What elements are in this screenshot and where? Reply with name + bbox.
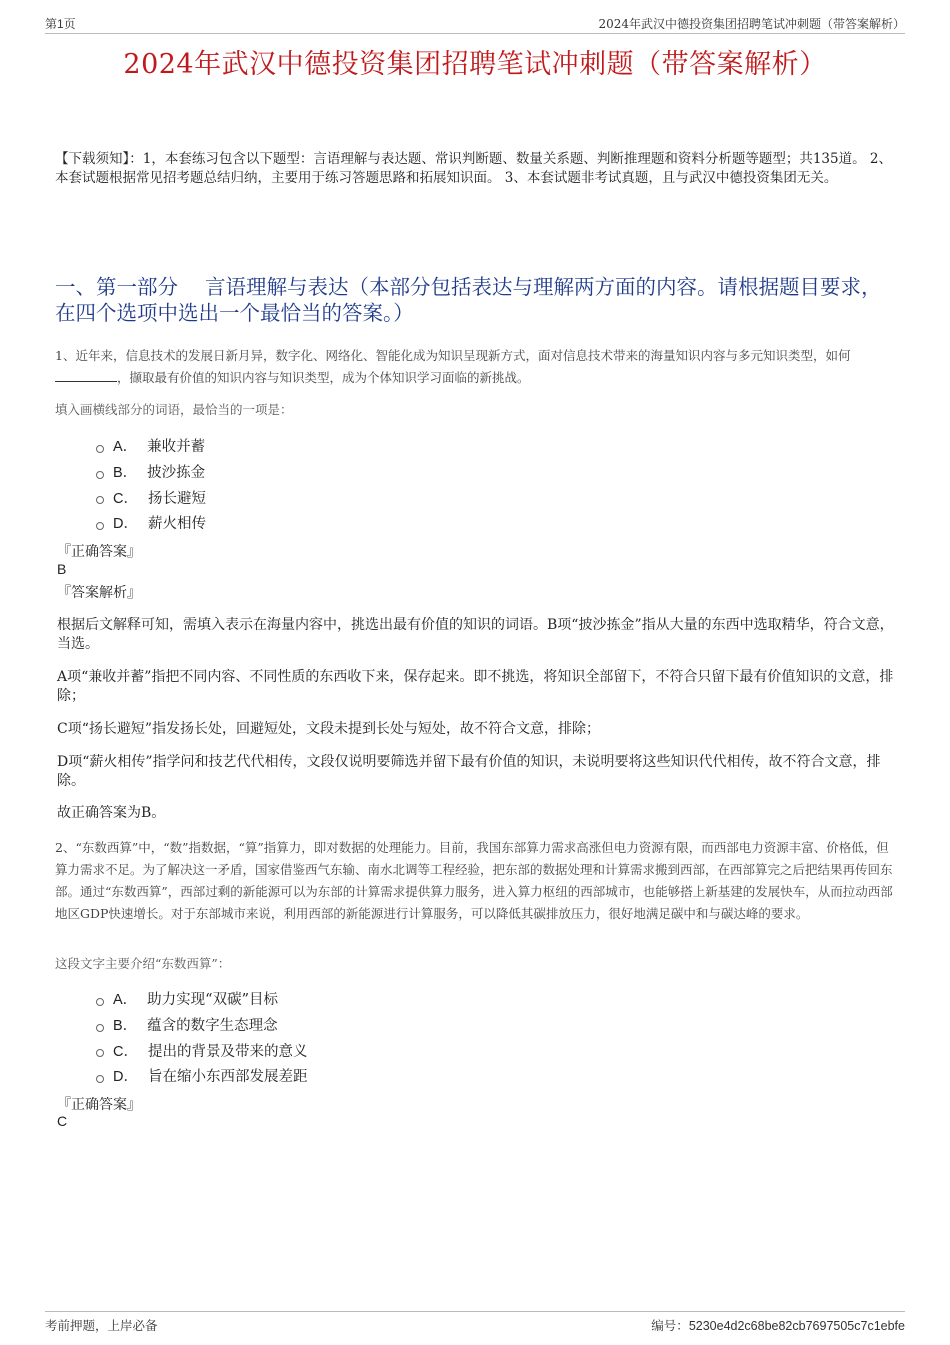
radio-icon[interactable] [96, 496, 104, 504]
analysis-label: 『答案解析』 [57, 585, 141, 601]
answer-label: 『正确答案』 [57, 544, 141, 560]
analysis-paragraph: D项“薪火相传”指学问和技艺代代相传，文段仅说明要筛选并留下最有价值的知识，未说明要将这些知识代代相传，故不符合文意，排除。 [57, 754, 881, 789]
option-text: 扬长避短 [147, 490, 206, 507]
radio-icon[interactable] [96, 998, 104, 1006]
analysis-paragraph: C项“扬长避短”指发扬长处，回避短处，文段未提到长处与短处，故不符合文意，排除； [57, 721, 601, 737]
fill-blank [55, 369, 117, 382]
option-text: 助力实现“双碳”目标 [147, 992, 278, 1009]
option-text: 蕴含的数字生态理念 [147, 1018, 278, 1035]
option-letter: D． [113, 1069, 138, 1086]
option-letter: B． [113, 465, 138, 482]
option-a[interactable] [96, 433, 206, 459]
option-text: 薪火相传 [147, 516, 206, 533]
option-text: 披沙拣金 [147, 465, 206, 482]
radio-icon[interactable] [96, 445, 104, 453]
question-2-prompt: 这段文字主要介绍“东数西算”： [55, 956, 231, 971]
footer-slogan: 考前押题，上岸必备 [45, 1318, 158, 1333]
option-letter: A． [113, 439, 138, 456]
question-1-text-before: 1、近年来，信息技术的发展日新月异，数字化、网络化、智能化成为知识呈现新方式，面对信息技术带来的海量知识内容与多元知识类型，如何 [55, 348, 851, 363]
answer-label: 『正确答案』 [57, 1097, 141, 1113]
download-notice: 【下载须知】：1，本套练习包含以下题型：言语理解与表达题、常识判断题、数量关系题、判断推理题和资料分析题等题型；共135道。 2、本套试题根据常见招考题总结归纳，主要用于练习答题思路和拓展知识面。 3、本套试题非考试真题，且与武汉中德投资集团无关。 [55, 151, 892, 186]
page-number: 第1页 [45, 17, 76, 31]
analysis-conclusion: 故正确答案为B。 [57, 805, 166, 821]
option-d[interactable] [96, 1063, 307, 1089]
option-letter: B． [113, 1018, 138, 1035]
page-header [45, 14, 905, 34]
analysis-paragraph: 根据后文解释可知，需填入表示在海量内容中，挑选出最有价值的知识的词语。B项“披沙拣金”指从大量的东西中选取精华，符合文意，当选。 [57, 617, 894, 652]
question-1-text [55, 345, 900, 389]
question-1-text-after: ，撷取最有价值的知识内容与知识类型，成为个体知识学习面临的新挑战。 [117, 370, 530, 385]
header-title: 2024年武汉中德投资集团招聘笔试冲刺题（带答案解析） [598, 17, 905, 31]
option-text: 提出的背景及带来的意义 [147, 1043, 308, 1060]
option-a[interactable] [96, 986, 307, 1012]
option-b[interactable] [96, 1012, 307, 1038]
radio-icon[interactable] [96, 1049, 104, 1057]
option-letter: C． [113, 490, 138, 507]
question-1-options [96, 433, 206, 536]
footer-serial [651, 1316, 905, 1334]
page-footer [45, 1311, 905, 1334]
option-letter: D． [113, 516, 138, 533]
serial-label: 编号： [651, 1318, 689, 1333]
option-letter: C． [113, 1043, 138, 1060]
answer-value: B [57, 561, 67, 577]
radio-icon[interactable] [96, 471, 104, 479]
analysis-paragraph: A项“兼收并蓄”指把不同内容、不同性质的东西收下来，保存起来。即不挑选，将知识全部留下，不符合只留下最有价值知识的文意，排除； [57, 669, 894, 704]
answer-value: C [57, 1113, 68, 1129]
question-2-options [96, 986, 307, 1089]
document-title: 2024年武汉中德投资集团招聘笔试冲刺题（带答案解析） [123, 49, 827, 80]
option-letter: A． [113, 992, 138, 1009]
radio-icon[interactable] [96, 522, 104, 530]
option-d[interactable] [96, 510, 206, 536]
option-c[interactable] [96, 1037, 307, 1063]
option-b[interactable] [96, 459, 206, 485]
question-2-text: 2、“东数西算”中，“数”指数据，“算”指算力，即对数据的处理能力。目前，我国东部算力需求高涨但电力资源有限，而西部电力资源丰富、价格低，但算力需求不足。为了解决这一矛盾，国家借鉴西气东输、南水北调等工程经验，把东部的数据处理和计算需求搬到西部，在西部算完之后把结果再传回东部。通过“东数西算”，西部过剩的新能源可以为东部的计算需求提供算力服务，进入算力枢纽的西部城市，也能够搭上新基建的发展快车，从而拉动西部地区GDP快速增长。对于东部城市来说，利用西部的新能源进行计算服务，可以降低其碳排放压力，很好地满足碳中和与碳达峰的要求。 [55, 840, 893, 921]
serial-number: 5230e4d2c68be82cb7697505c7c1ebfe [688, 1319, 905, 1333]
question-1-prompt: 填入画横线部分的词语，最恰当的一项是： [55, 402, 293, 417]
option-c[interactable] [96, 484, 206, 510]
radio-icon[interactable] [96, 1024, 104, 1032]
option-text: 旨在缩小东西部发展差距 [147, 1069, 308, 1086]
option-text: 兼收并蓄 [147, 439, 206, 456]
radio-icon[interactable] [96, 1075, 104, 1083]
section-heading: 一、第一部分 言语理解与表达（本部分包括表达与理解两方面的内容。请根据题目要求，在四个选项中选出一个最恰当的答案。） [55, 275, 882, 325]
